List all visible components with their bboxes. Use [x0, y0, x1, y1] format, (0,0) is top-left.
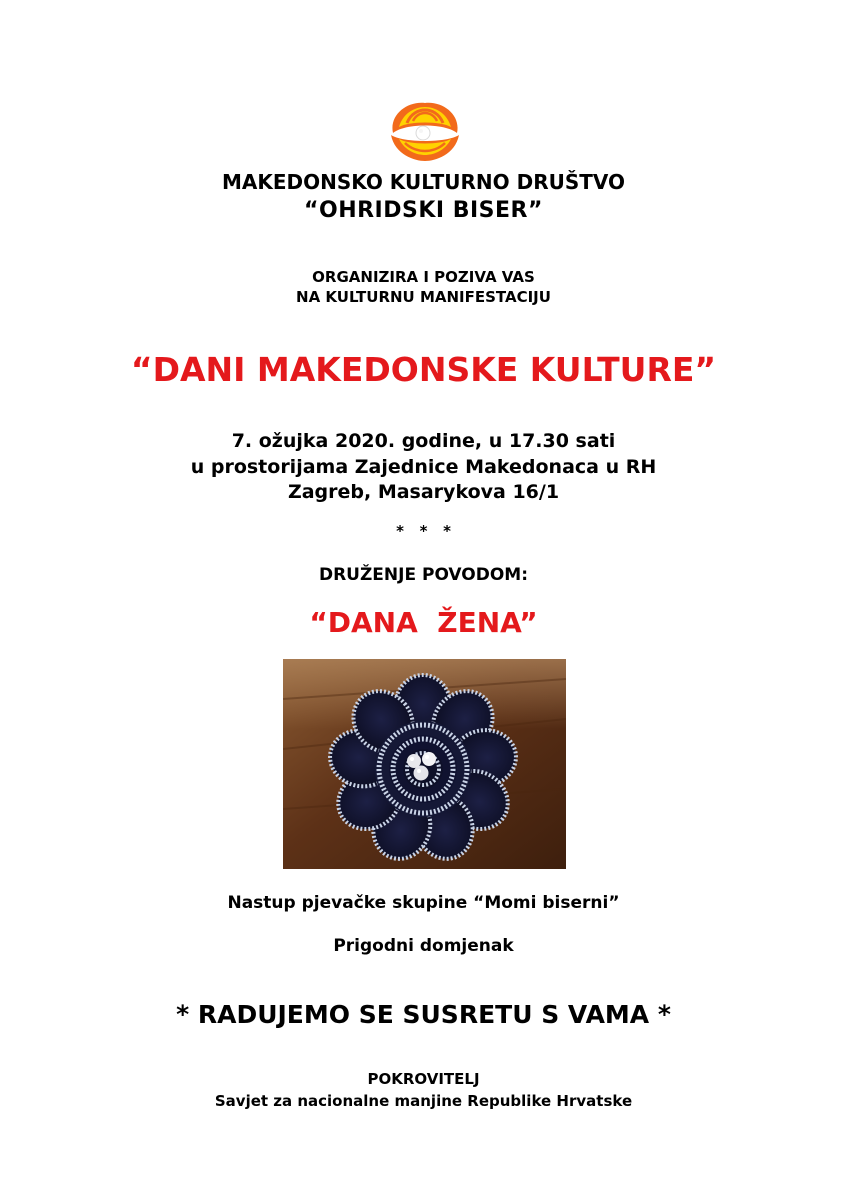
program-reception: Prigodni domjenak — [333, 936, 514, 956]
program-performance: Nastup pjevačke skupine “Momi biserni” — [227, 893, 620, 913]
organization-subtitle: “OHRIDSKI BISER” — [304, 198, 543, 223]
invitation-line-1: ORGANIZIRA I POZIVA VAS — [312, 268, 535, 286]
event-title: “DANI MAKEDONSKE KULTURE” — [130, 350, 717, 389]
closing-motto: * RADUJEMO SE SUSRETU S VAMA * — [176, 1000, 671, 1029]
sponsor-name: Savjet za nacionalne manjine Republike Hrvatske — [214, 1092, 633, 1110]
occasion-label: DRUŽENJE POVODOM: — [318, 565, 529, 585]
sponsor-label: POKROVITELJ — [367, 1070, 480, 1088]
oyster-pearl-logo-icon — [385, 97, 465, 163]
separator: * * * — [396, 522, 451, 540]
event-date: 7. ožujka 2020. godine, u 17.30 sati — [231, 430, 616, 452]
event-address: Zagreb, Masarykova 16/1 — [287, 481, 560, 503]
occasion-title: “DANA ŽENA” — [309, 606, 538, 639]
zipper-flower-brooch-photo — [283, 659, 566, 869]
event-venue: u prostorijama Zajednice Makedonaca u RH — [190, 456, 657, 478]
organization-name: MAKEDONSKO KULTURNO DRUŠTVO — [221, 170, 626, 194]
invitation-line-2: NA KULTURNU MANIFESTACIJU — [296, 288, 551, 306]
